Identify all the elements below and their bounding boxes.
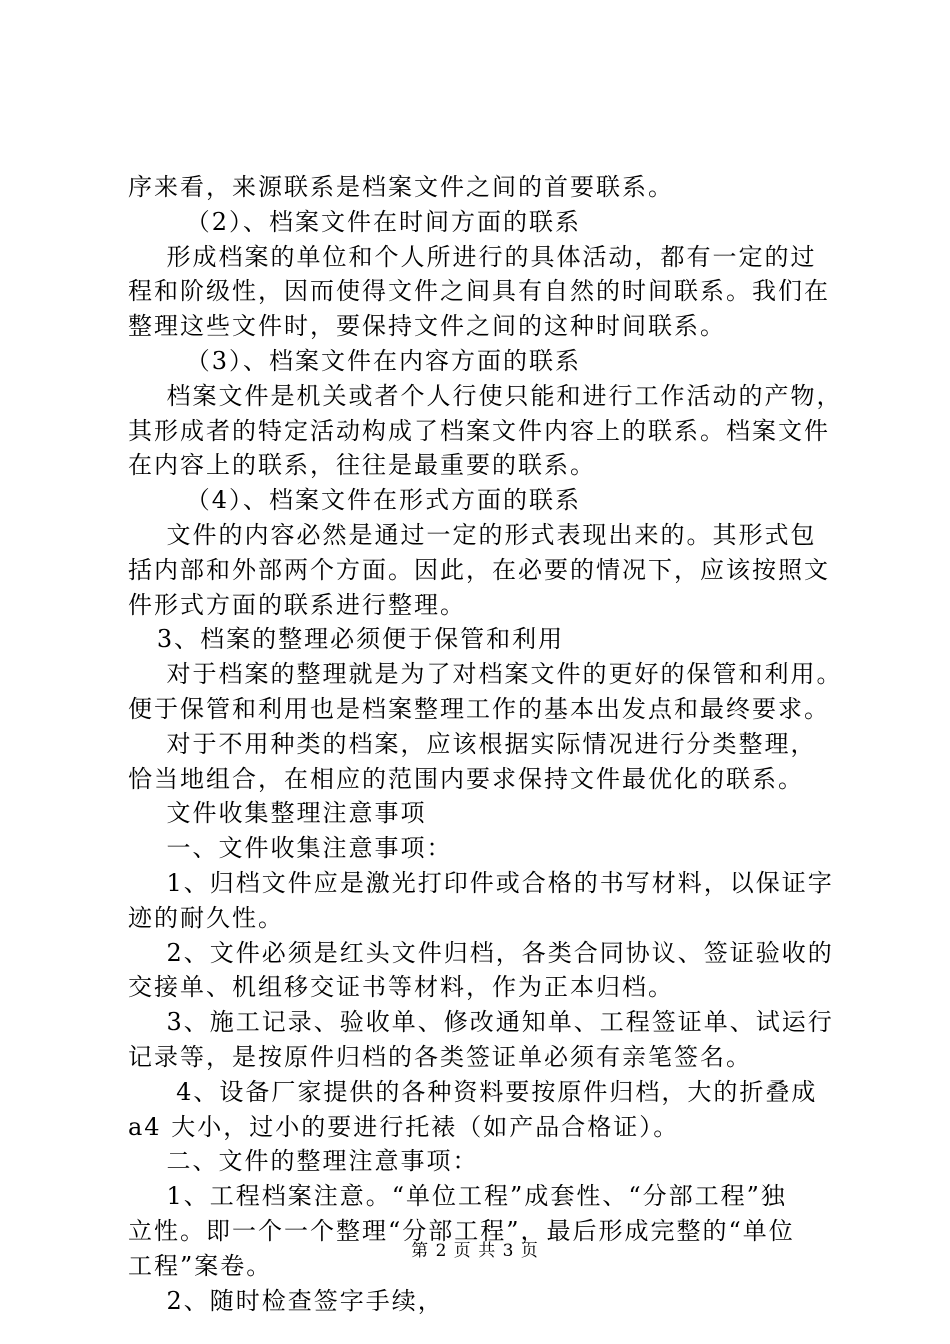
text-line: 文件的内容必然是通过一定的形式表现出来的。其形式包 bbox=[128, 520, 817, 549]
text-line: 件形式方面的联系进行整理。 bbox=[128, 590, 466, 619]
text-line: 1、归档文件应是激光打印件或合格的书写材料，以保证字 bbox=[128, 868, 834, 897]
text-line: 交接单、机组移交证书等材料，作为正本归档。 bbox=[128, 973, 674, 1002]
text-line: 二、文件的整理注意事项： bbox=[128, 1147, 479, 1176]
text-line: 对于档案的整理就是为了对档案文件的更好的保管和利用。 bbox=[128, 660, 843, 689]
text-line: 3、施工记录、验收单、修改通知单、工程签证单、试运行 bbox=[128, 1008, 834, 1037]
text-line: 2、随时检查签字手续， bbox=[128, 1286, 444, 1315]
page-footer: 第 2 页 共 3 页 bbox=[411, 1241, 539, 1261]
text-line: 1、工程档案注意。“单位工程”成套性、“分部工程”独 bbox=[128, 1182, 787, 1211]
text-line: 立性。即一个一个整理“分部工程”，最后形成完整的“单位 bbox=[128, 1216, 795, 1245]
text-line: 整理这些文件时，要保持文件之间的这种时间联系。 bbox=[128, 312, 726, 341]
text-line: 一、文件收集注意事项： bbox=[128, 834, 453, 863]
text-line: 恰当地组合，在相应的范围内要求保持文件最优化的联系。 bbox=[128, 764, 804, 793]
text-line: 其形成者的特定活动构成了档案文件内容上的联系。档案文件 bbox=[128, 416, 830, 445]
text-line: 档案文件是机关或者个人行使只能和进行工作活动的产物， bbox=[128, 381, 843, 410]
text-line: 记录等，是按原件归档的各类签证单必须有亲笔签名。 bbox=[128, 1042, 752, 1071]
text-line: 工程”案卷。 bbox=[128, 1251, 273, 1280]
text-line: 3、档案的整理必须便于保管和利用 bbox=[128, 625, 565, 654]
text-line: 形成档案的单位和个人所进行的具体活动，都有一定的过 bbox=[128, 242, 817, 271]
text-line: 序来看，来源联系是档案文件之间的首要联系。 bbox=[128, 173, 674, 201]
text-line: （4）、档案文件在形式方面的联系 bbox=[128, 486, 582, 515]
text-line: 便于保管和利用也是档案整理工作的基本出发点和最终要求。 bbox=[128, 694, 830, 723]
text-line: a4 大小，过小的要进行托裱（如产品合格证）。 bbox=[128, 1112, 680, 1141]
text-line: 迹的耐久性。 bbox=[128, 903, 284, 932]
text-line: （3）、档案文件在内容方面的联系 bbox=[128, 346, 582, 375]
text-line: 在内容上的联系，往往是最重要的联系。 bbox=[128, 451, 596, 480]
text-line: 程和阶级性，因而使得文件之间具有自然的时间联系。我们在 bbox=[128, 277, 830, 306]
text-line: （2）、档案文件在时间方面的联系 bbox=[128, 207, 582, 236]
text-line: 文件收集整理注意事项 bbox=[128, 799, 427, 828]
text-line: 2、文件必须是红头文件归档，各类合同协议、签证验收的 bbox=[128, 938, 834, 967]
text-line: 4、设备厂家提供的各种资料要按原件归档，大的折叠成 bbox=[128, 1077, 818, 1106]
body-text bbox=[128, 170, 848, 1318]
text-line: 括内部和外部两个方面。因此，在必要的情况下，应该按照文 bbox=[128, 555, 830, 584]
text-line: 对于不用种类的档案，应该根据实际情况进行分类整理， bbox=[128, 729, 817, 758]
